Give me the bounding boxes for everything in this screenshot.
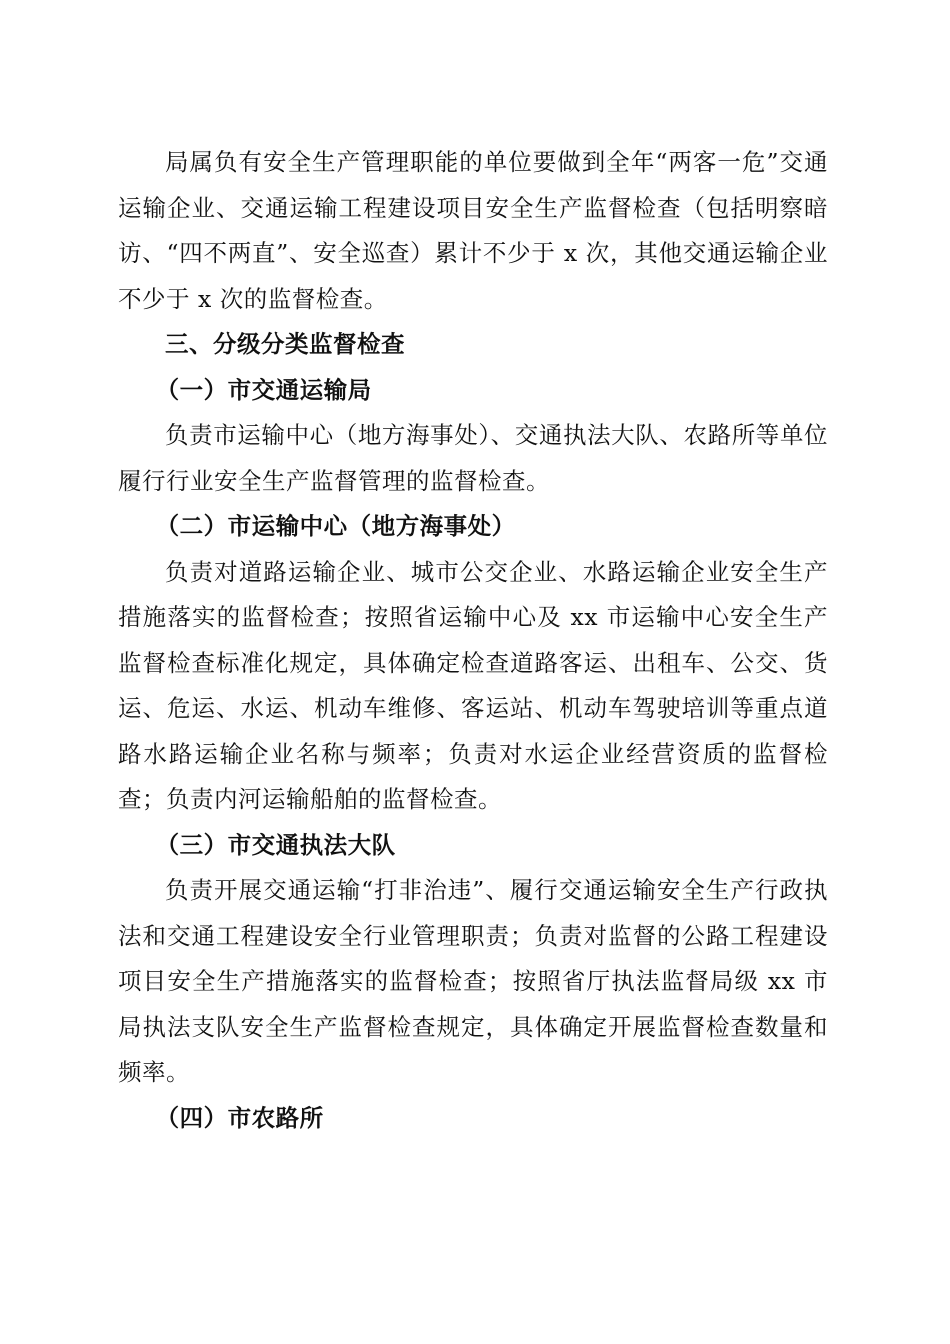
paragraph-transport-center: 负责对道路运输企业、城市公交企业、水路运输企业安全生产措施落实的监督检查；按照省运输中心及 xx 市运输中心安全生产监督检查标准化规定，具体确定检查道路客运、出租车、公交、货运、危运、水运、机动车维修、客运站、机动车驾驶培训等重点道路水路运输企业名称与频率；负责对水运企业经营资质的监督检查；负责内河运输船舶的监督检查。 bbox=[118, 557, 828, 813]
subsection-title-enforcement-brigade: （三）市交通执法大队 bbox=[155, 830, 396, 859]
paragraph-enforcement-brigade: 负责开展交通运输“打非治违”、履行交通运输安全生产行政执法和交通工程建设安全行业管理职责；负责对监督的公路工程建设项目安全生产措施落实的监督检查；按照省厅执法监督局级 xx 市局执法支队安全生产监督检查规定，具体确定开展监督检查数量和频率。 bbox=[118, 876, 828, 1086]
subsection-title-rural-road-office: （四）市农路所 bbox=[155, 1103, 324, 1132]
paragraph-inspection-requirement: 局属负有安全生产管理职能的单位要做到全年“两客一危”交通运输企业、交通运输工程建设项目安全生产监督检查（包括明察暗访、“四不两直”、安全巡查）累计不少于 x 次，其他交通运输企业不少于 x 次的监督检查。 bbox=[118, 148, 828, 313]
document-body bbox=[118, 140, 828, 1141]
paragraph-city-transport-bureau: 负责市运输中心（地方海事处）、交通执法大队、农路所等单位履行行业安全生产监督管理的监督检查。 bbox=[118, 421, 828, 495]
subsection-title-city-transport-bureau: （一）市交通运输局 bbox=[155, 375, 372, 404]
subsection-title-transport-center: （二）市运输中心（地方海事处） bbox=[155, 512, 516, 540]
section-title-graded-inspection: 三、分级分类监督检查 bbox=[165, 330, 405, 358]
